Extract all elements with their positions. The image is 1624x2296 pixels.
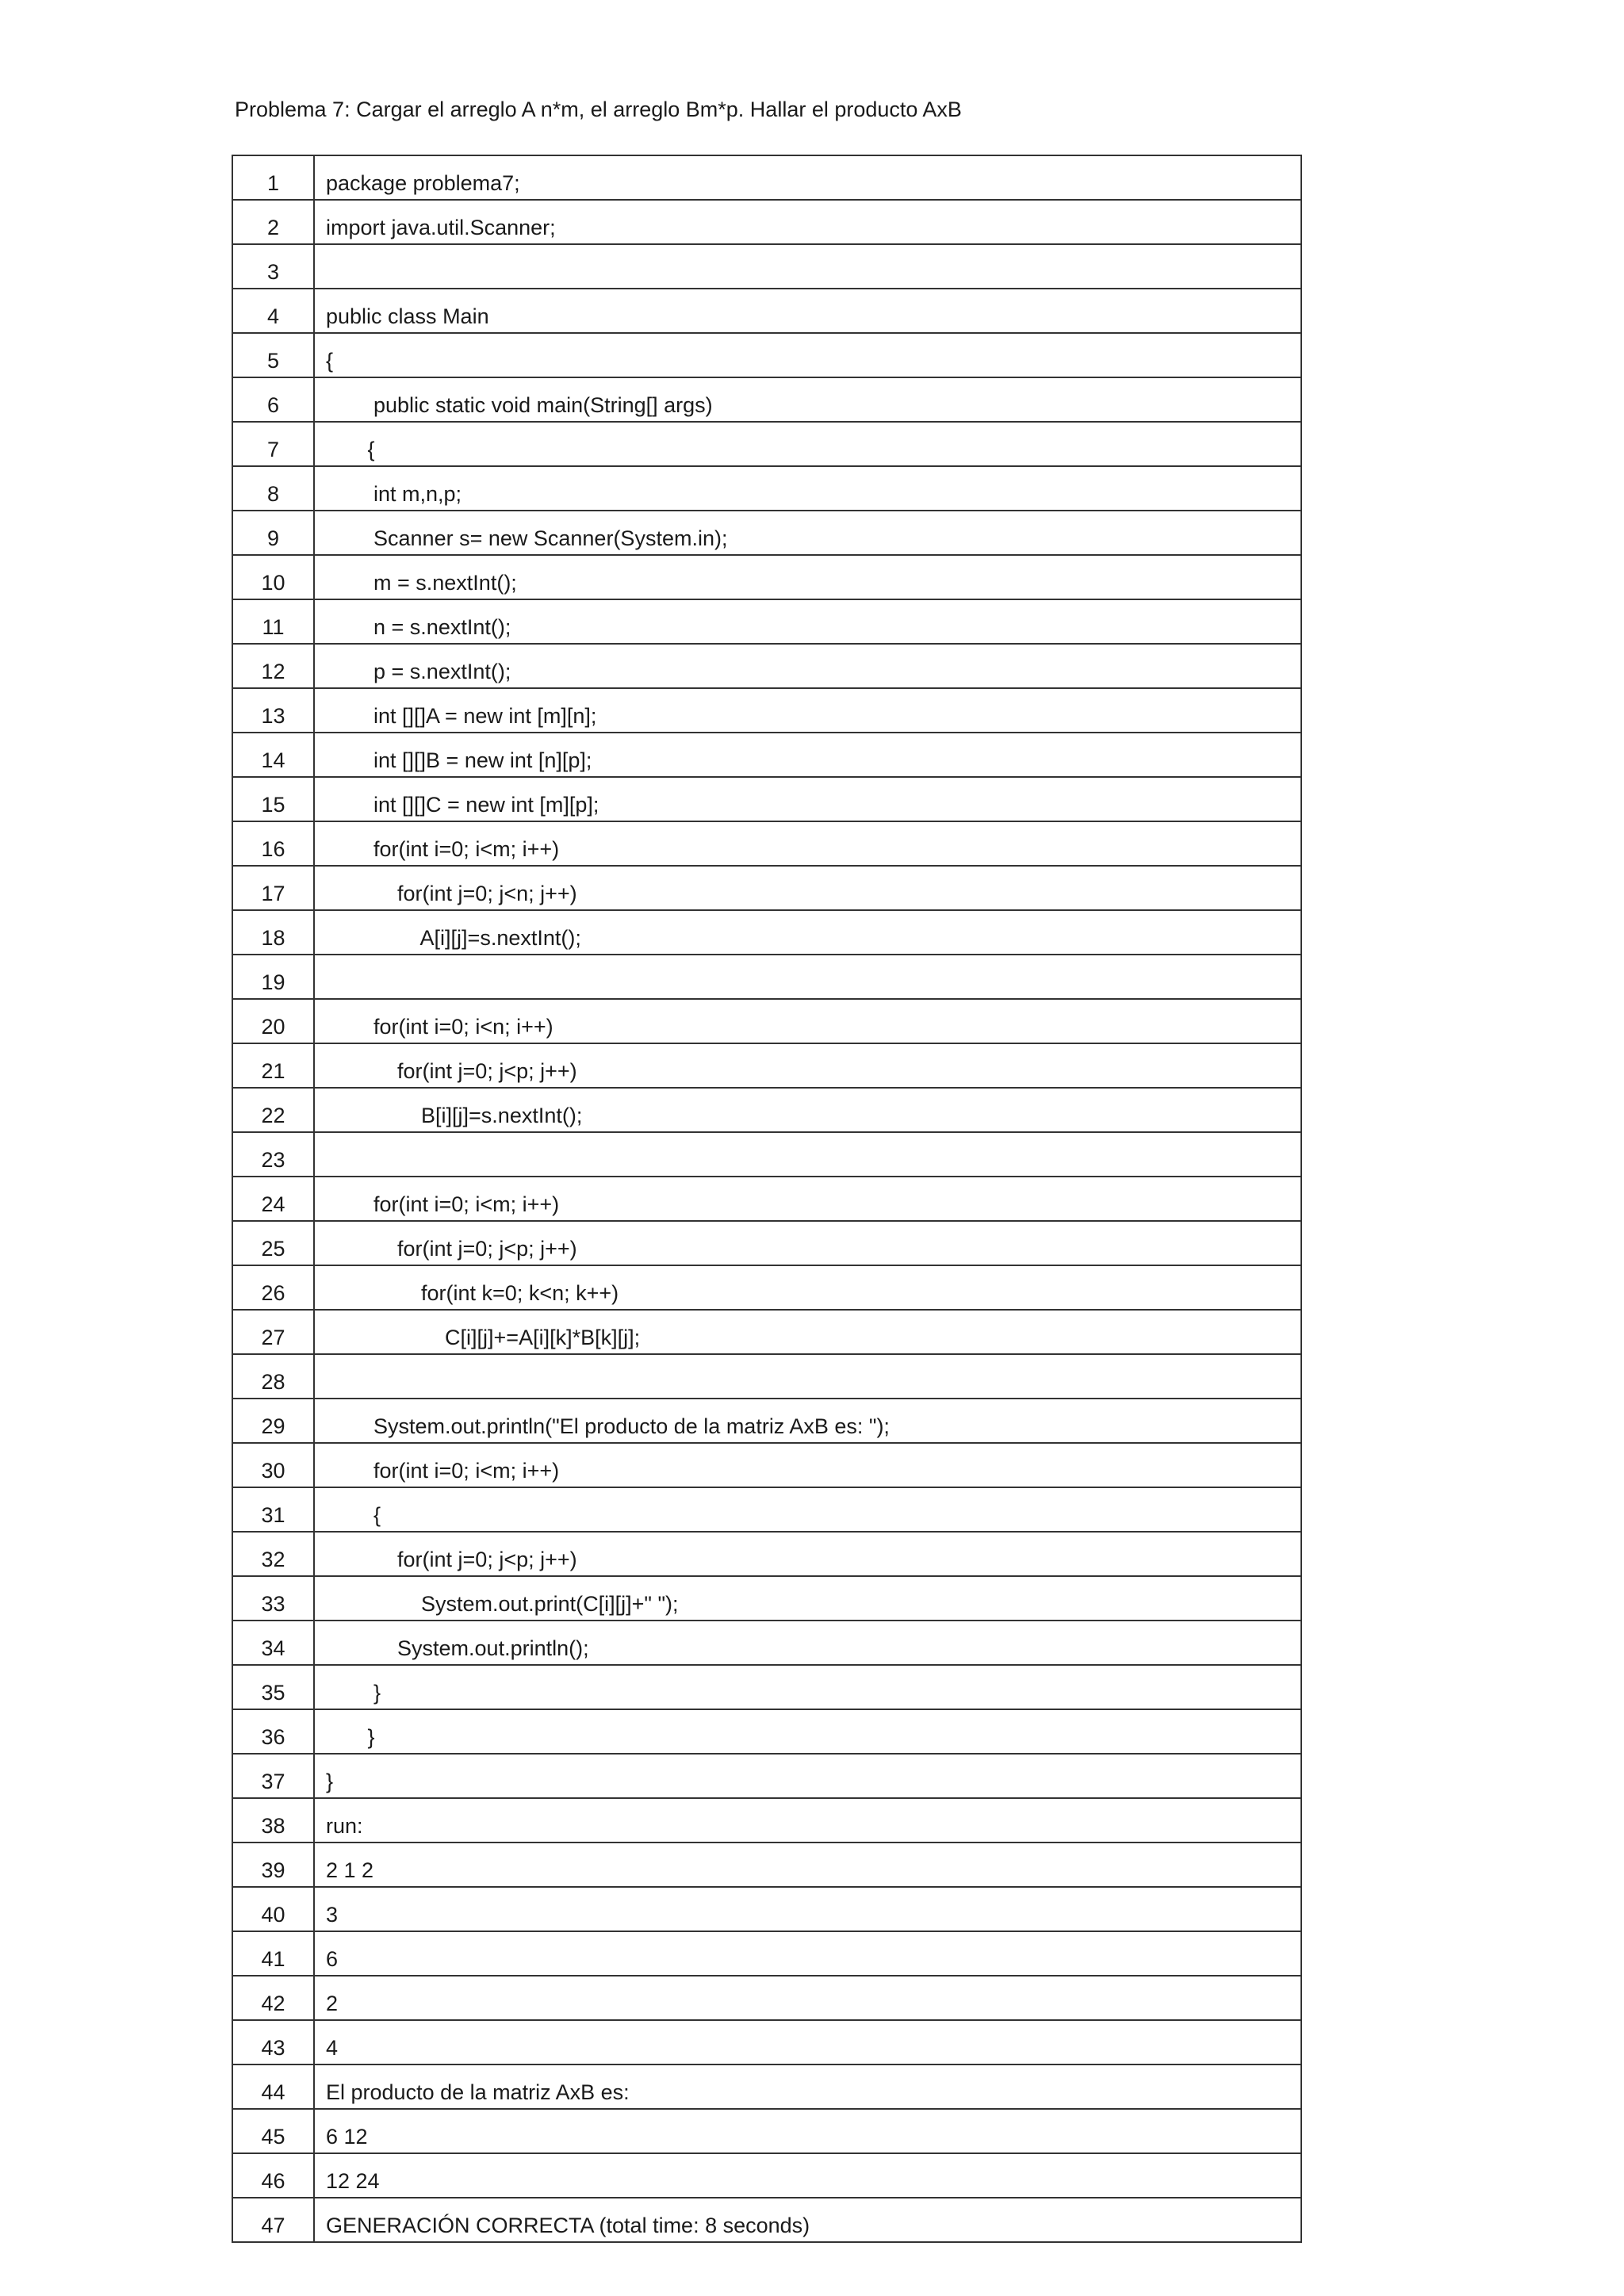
table-row (232, 2020, 1301, 2064)
line-number: 9 (232, 511, 314, 555)
code-line: for(int j=0; j<p; j++) (314, 1532, 1301, 1576)
table-row (232, 777, 1301, 821)
code-line: for(int i=0; i<m; i++) (314, 821, 1301, 866)
line-number: 8 (232, 466, 314, 511)
line-number: 47 (232, 2198, 314, 2242)
table-row (232, 1798, 1301, 1843)
table-row (232, 910, 1301, 955)
line-number: 24 (232, 1177, 314, 1221)
table-row (232, 1399, 1301, 1443)
line-number: 37 (232, 1754, 314, 1798)
code-line: run: (314, 1798, 1301, 1843)
line-number: 12 (232, 644, 314, 688)
line-number: 41 (232, 1931, 314, 1976)
code-line: A[i][j]=s.nextInt(); (314, 910, 1301, 955)
code-line: public class Main (314, 289, 1301, 333)
line-number: 4 (232, 289, 314, 333)
code-line: package problema7; (314, 155, 1301, 200)
line-number: 42 (232, 1976, 314, 2020)
table-row (232, 2109, 1301, 2153)
code-line: for(int i=0; i<n; i++) (314, 999, 1301, 1043)
code-line: for(int j=0; j<p; j++) (314, 1043, 1301, 1088)
line-number: 2 (232, 200, 314, 244)
line-number: 20 (232, 999, 314, 1043)
table-row (232, 1310, 1301, 1354)
table-row (232, 2153, 1301, 2198)
table-row (232, 466, 1301, 511)
table-row (232, 2198, 1301, 2242)
line-number: 10 (232, 555, 314, 599)
table-row (232, 377, 1301, 422)
table-row (232, 1532, 1301, 1576)
page-title: Problema 7: Cargar el arreglo A n*m, el arreglo Bm*p. Hallar el producto AxB (235, 98, 962, 121)
code-table (232, 155, 1302, 2243)
code-line: n = s.nextInt(); (314, 599, 1301, 644)
table-row (232, 244, 1301, 289)
code-line: 12 24 (314, 2153, 1301, 2198)
line-number: 36 (232, 1709, 314, 1754)
line-number: 38 (232, 1798, 314, 1843)
code-line: int [][]B = new int [n][p]; (314, 733, 1301, 777)
line-number: 28 (232, 1354, 314, 1399)
code-line: 3 (314, 1887, 1301, 1931)
line-number: 23 (232, 1132, 314, 1177)
table-row (232, 599, 1301, 644)
code-line: for(int i=0; i<m; i++) (314, 1177, 1301, 1221)
line-number: 14 (232, 733, 314, 777)
table-row (232, 1754, 1301, 1798)
code-line: 2 1 2 (314, 1843, 1301, 1887)
code-line: public static void main(String[] args) (314, 377, 1301, 422)
table-row (232, 422, 1301, 466)
table-row (232, 333, 1301, 377)
code-line (314, 1354, 1301, 1399)
code-line: GENERACIÓN CORRECTA (total time: 8 seconds) (314, 2198, 1301, 2242)
table-row (232, 1665, 1301, 1709)
table-row (232, 733, 1301, 777)
code-line: 4 (314, 2020, 1301, 2064)
line-number: 7 (232, 422, 314, 466)
code-line: 6 (314, 1931, 1301, 1976)
line-number: 18 (232, 910, 314, 955)
code-line: } (314, 1754, 1301, 1798)
code-line: for(int k=0; k<n; k++) (314, 1265, 1301, 1310)
code-line: 2 (314, 1976, 1301, 2020)
line-number: 32 (232, 1532, 314, 1576)
code-line: for(int j=0; j<p; j++) (314, 1221, 1301, 1265)
code-line: B[i][j]=s.nextInt(); (314, 1088, 1301, 1132)
table-row (232, 1621, 1301, 1665)
table-row (232, 1931, 1301, 1976)
table-row (232, 1709, 1301, 1754)
table-row (232, 1976, 1301, 2020)
table-row (232, 644, 1301, 688)
code-line: } (314, 1709, 1301, 1754)
line-number: 29 (232, 1399, 314, 1443)
line-number: 6 (232, 377, 314, 422)
code-line: System.out.print(C[i][j]+" "); (314, 1576, 1301, 1621)
line-number: 40 (232, 1887, 314, 1931)
code-line: System.out.println("El producto de la matriz AxB es: "); (314, 1399, 1301, 1443)
table-row (232, 1843, 1301, 1887)
table-row (232, 866, 1301, 910)
line-number: 17 (232, 866, 314, 910)
code-line: int [][]A = new int [m][n]; (314, 688, 1301, 733)
table-row (232, 1443, 1301, 1487)
line-number: 1 (232, 155, 314, 200)
table-row (232, 289, 1301, 333)
table-row (232, 1043, 1301, 1088)
line-number: 33 (232, 1576, 314, 1621)
table-row (232, 1221, 1301, 1265)
line-number: 16 (232, 821, 314, 866)
line-number: 3 (232, 244, 314, 289)
code-line: { (314, 422, 1301, 466)
line-number: 34 (232, 1621, 314, 1665)
code-line: Scanner s= new Scanner(System.in); (314, 511, 1301, 555)
line-number: 21 (232, 1043, 314, 1088)
line-number: 35 (232, 1665, 314, 1709)
line-number: 25 (232, 1221, 314, 1265)
code-line: El producto de la matriz AxB es: (314, 2064, 1301, 2109)
table-row (232, 688, 1301, 733)
line-number: 26 (232, 1265, 314, 1310)
line-number: 45 (232, 2109, 314, 2153)
table-row (232, 1132, 1301, 1177)
table-row (232, 1887, 1301, 1931)
line-number: 39 (232, 1843, 314, 1887)
table-row (232, 155, 1301, 200)
code-line: import java.util.Scanner; (314, 200, 1301, 244)
table-row (232, 1487, 1301, 1532)
code-line: { (314, 333, 1301, 377)
code-line (314, 955, 1301, 999)
code-line: System.out.println(); (314, 1621, 1301, 1665)
line-number: 30 (232, 1443, 314, 1487)
code-line (314, 1132, 1301, 1177)
line-number: 27 (232, 1310, 314, 1354)
table-row (232, 555, 1301, 599)
line-number: 43 (232, 2020, 314, 2064)
code-line: 6 12 (314, 2109, 1301, 2153)
line-number: 46 (232, 2153, 314, 2198)
code-line: for(int i=0; i<m; i++) (314, 1443, 1301, 1487)
code-line: m = s.nextInt(); (314, 555, 1301, 599)
code-line: } (314, 1665, 1301, 1709)
line-number: 31 (232, 1487, 314, 1532)
code-table-body (232, 155, 1301, 2242)
line-number: 13 (232, 688, 314, 733)
table-row (232, 1088, 1301, 1132)
table-row (232, 955, 1301, 999)
table-row (232, 1576, 1301, 1621)
table-row (232, 511, 1301, 555)
table-row (232, 2064, 1301, 2109)
table-row (232, 821, 1301, 866)
line-number: 5 (232, 333, 314, 377)
code-line (314, 244, 1301, 289)
line-number: 15 (232, 777, 314, 821)
table-row (232, 1265, 1301, 1310)
table-row (232, 200, 1301, 244)
code-line: for(int j=0; j<n; j++) (314, 866, 1301, 910)
code-line: p = s.nextInt(); (314, 644, 1301, 688)
line-number: 11 (232, 599, 314, 644)
line-number: 44 (232, 2064, 314, 2109)
line-number: 22 (232, 1088, 314, 1132)
code-line: { (314, 1487, 1301, 1532)
line-number: 19 (232, 955, 314, 999)
code-line: int [][]C = new int [m][p]; (314, 777, 1301, 821)
table-row (232, 999, 1301, 1043)
table-row (232, 1354, 1301, 1399)
table-row (232, 1177, 1301, 1221)
code-line: int m,n,p; (314, 466, 1301, 511)
code-line: C[i][j]+=A[i][k]*B[k][j]; (314, 1310, 1301, 1354)
